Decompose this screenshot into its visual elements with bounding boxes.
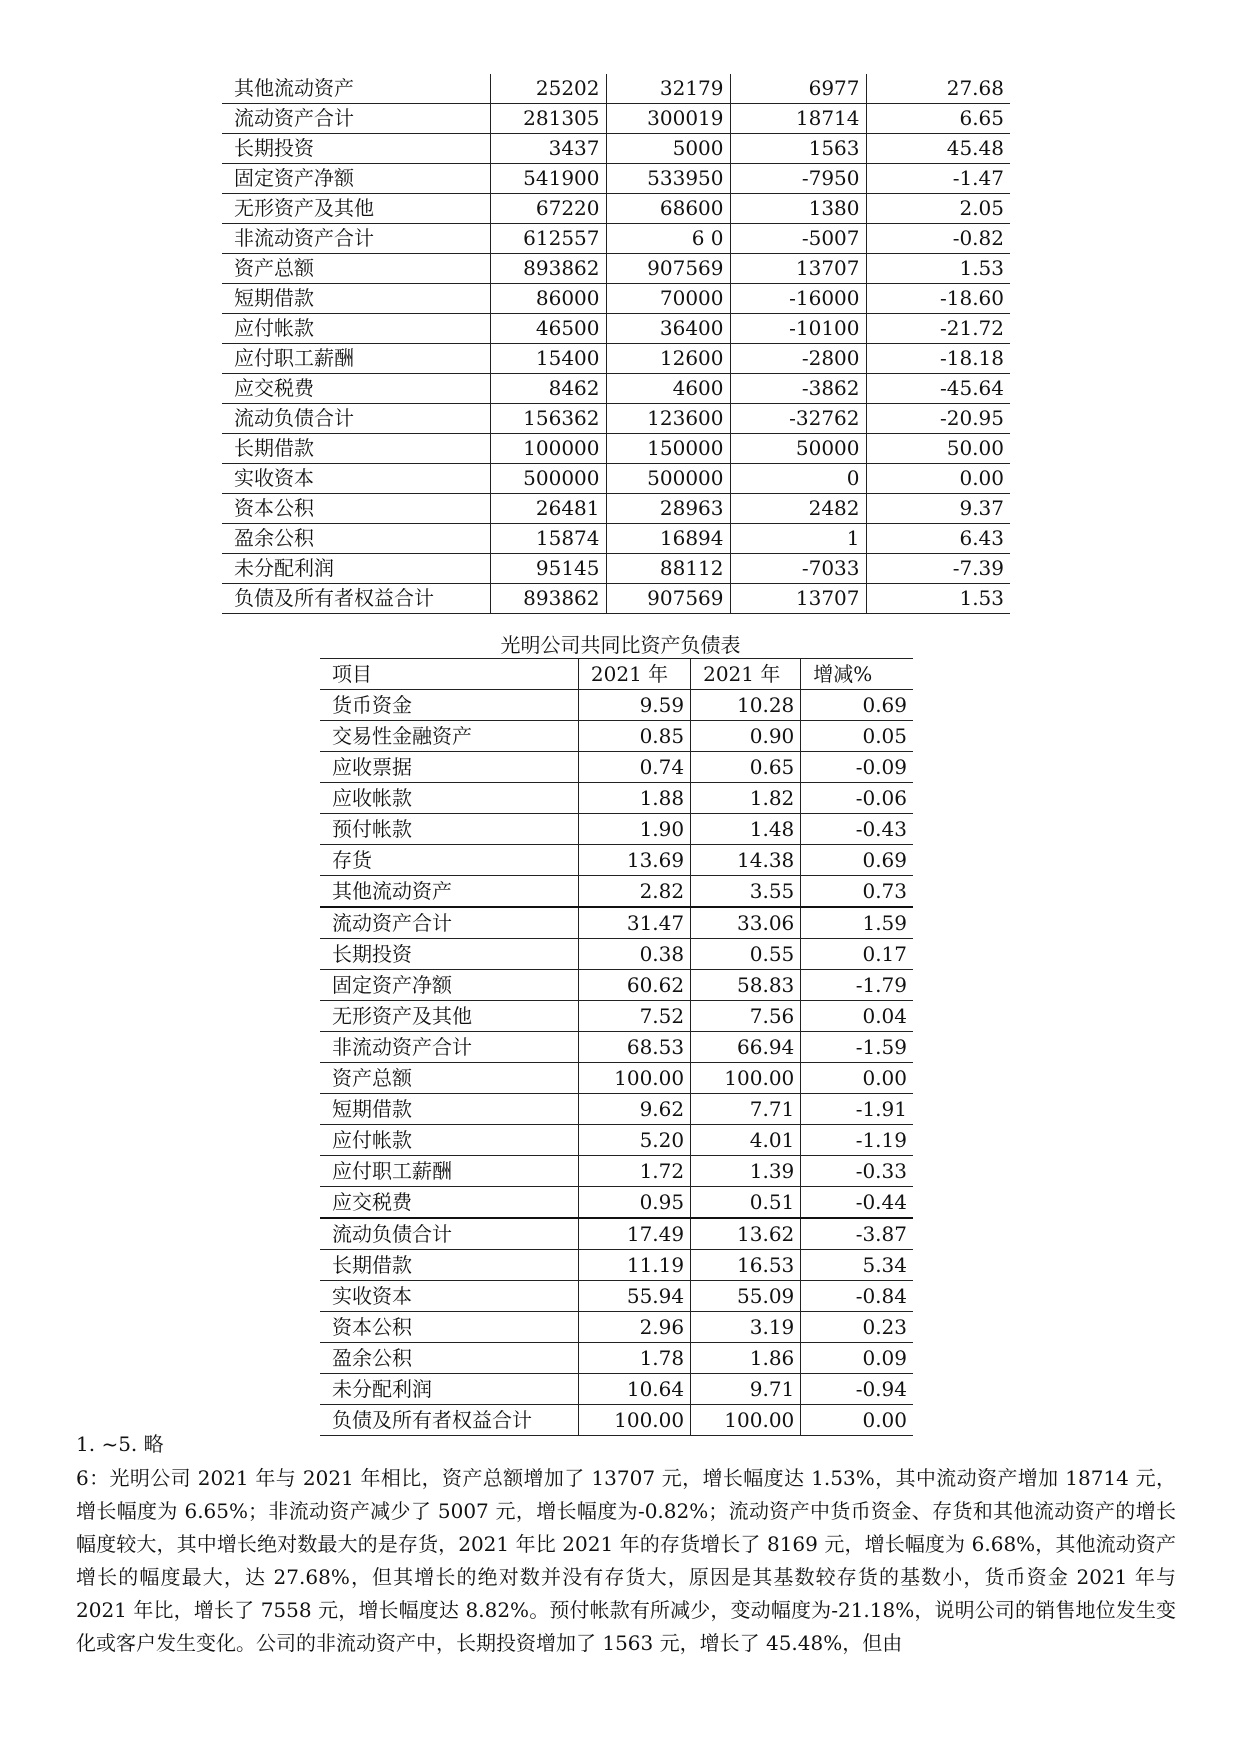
row-label: 应交税费 (320, 1187, 578, 1219)
table-row (320, 1094, 913, 1125)
cell-value: 0.65 (691, 752, 801, 783)
cell-value: 8462 (490, 374, 606, 404)
cell-value: 0.00 (801, 1063, 913, 1094)
cell-value: 0.38 (578, 939, 690, 970)
cell-value: 60.62 (578, 970, 690, 1001)
row-label: 资产总额 (320, 1063, 578, 1094)
cell-value: 67220 (490, 194, 606, 224)
cell-value: 9.37 (866, 494, 1010, 524)
table-row (320, 1312, 913, 1343)
table-row (320, 845, 913, 876)
table-row (222, 224, 1010, 254)
row-label: 固定资产净额 (222, 164, 490, 194)
cell-value: 5000 (606, 134, 730, 164)
cell-value: -7.39 (866, 554, 1010, 584)
row-label: 非流动资产合计 (320, 1032, 578, 1063)
cell-value: 1.39 (691, 1156, 801, 1187)
cell-value: 88112 (606, 554, 730, 584)
table-row (320, 1218, 913, 1250)
cell-value: 1.78 (578, 1343, 690, 1374)
cell-value: -20.95 (866, 404, 1010, 434)
comparative-balance-table (222, 74, 1010, 614)
cell-value: 7.52 (578, 1001, 690, 1032)
cell-value: 16894 (606, 524, 730, 554)
cell-value: -18.60 (866, 284, 1010, 314)
cell-value: -0.33 (801, 1156, 913, 1187)
cell-value: 1.72 (578, 1156, 690, 1187)
cell-value: 0.23 (801, 1312, 913, 1343)
cell-value: 16.53 (691, 1250, 801, 1281)
cell-value: 18714 (730, 104, 866, 134)
cell-value: -1.79 (801, 970, 913, 1001)
row-label: 长期借款 (320, 1250, 578, 1281)
table-row (222, 164, 1010, 194)
cell-value: -1.47 (866, 164, 1010, 194)
row-label: 长期投资 (222, 134, 490, 164)
cell-value: 6.65 (866, 104, 1010, 134)
cell-value: 15874 (490, 524, 606, 554)
cell-value: 1.53 (866, 254, 1010, 284)
row-label: 实收资本 (320, 1281, 578, 1312)
cell-value: 58.83 (691, 970, 801, 1001)
cell-value: 13707 (730, 584, 866, 614)
cell-value: 32179 (606, 74, 730, 104)
cell-value: 100000 (490, 434, 606, 464)
cell-value: 0.85 (578, 721, 690, 752)
analysis-paragraph: 6：光明公司 2021 年与 2021 年相比，资产总额增加了 13707 元，增长幅度达 1.53%，其中流动资产增加 18714 元，增长幅度为 6.65%；非流动资产减少了 5007 元，增长幅度为-0.82%；流动资产中货币资金、存货和其他流动资产的增长幅度较大，其中增长绝对数最大的是存货，2021 年比 2021 年的存货增长了 8169 元，增长幅度为 6.68%，其他流动资产增长的幅度最大，达 27.68%，但其增长的绝对数并没有存货大，原因是其基数较存货的基数小，货币资金 2021 年与 2021 年比，增长了 7558 元，增长幅度达 8.82%。预付帐款有所减少，变动幅度为-21.18%，说明公司的销售地位发生变化或客户发生变化。公司的非流动资产中，长期投资增加了 1563 元，增长了 45.48%，但由 (76, 1466, 1176, 1655)
cell-value: 28963 (606, 494, 730, 524)
table-row (320, 970, 913, 1001)
cell-value: -0.44 (801, 1187, 913, 1219)
cell-value: 33.06 (691, 907, 801, 939)
cell-value: 66.94 (691, 1032, 801, 1063)
row-label: 无形资产及其他 (320, 1001, 578, 1032)
table-row (320, 721, 913, 752)
cell-value: 0.74 (578, 752, 690, 783)
cell-value: 95145 (490, 554, 606, 584)
cell-value: 4600 (606, 374, 730, 404)
table-row (320, 939, 913, 970)
cell-value: 1.88 (578, 783, 690, 814)
cell-value: -7950 (730, 164, 866, 194)
cell-value: 12600 (606, 344, 730, 374)
cell-value: 300019 (606, 104, 730, 134)
table-row (222, 464, 1010, 494)
table-row (222, 434, 1010, 464)
row-label: 其他流动资产 (320, 876, 578, 908)
table-row (222, 284, 1010, 314)
cell-value: 50000 (730, 434, 866, 464)
cell-value: 13.69 (578, 845, 690, 876)
row-label: 应付帐款 (320, 1125, 578, 1156)
cell-value: 5.34 (801, 1250, 913, 1281)
cell-value: 281305 (490, 104, 606, 134)
common-size-table-title: 光明公司共同比资产负债表 (500, 633, 741, 657)
cell-value: 10.28 (691, 690, 801, 721)
table-row (222, 344, 1010, 374)
cell-value: 2.96 (578, 1312, 690, 1343)
cell-value: 14.38 (691, 845, 801, 876)
cell-value: 156362 (490, 404, 606, 434)
cell-value: 3437 (490, 134, 606, 164)
cell-value: 70000 (606, 284, 730, 314)
cell-value: 15400 (490, 344, 606, 374)
cell-value: 500000 (490, 464, 606, 494)
cell-value: 612557 (490, 224, 606, 254)
cell-value: 86000 (490, 284, 606, 314)
table-row (320, 814, 913, 845)
cell-value: -45.64 (866, 374, 1010, 404)
cell-value: 907569 (606, 254, 730, 284)
cell-value: 907569 (606, 584, 730, 614)
cell-value: 541900 (490, 164, 606, 194)
cell-value: -0.09 (801, 752, 913, 783)
row-label: 流动资产合计 (320, 907, 578, 939)
table-row (222, 134, 1010, 164)
table-row (320, 690, 913, 721)
row-label: 其他流动资产 (222, 74, 490, 104)
row-label: 应付职工薪酬 (222, 344, 490, 374)
cell-value: 2482 (730, 494, 866, 524)
cell-value: -2800 (730, 344, 866, 374)
table-row (222, 524, 1010, 554)
cell-value: 2.05 (866, 194, 1010, 224)
cell-value: 26481 (490, 494, 606, 524)
cell-value: 13.62 (691, 1218, 801, 1250)
cell-value: 100.00 (691, 1063, 801, 1094)
table-row (320, 1281, 913, 1312)
row-label: 货币资金 (320, 690, 578, 721)
cell-value: 68.53 (578, 1032, 690, 1063)
table-row (320, 876, 913, 908)
cell-value: -3.87 (801, 1218, 913, 1250)
row-label: 流动负债合计 (222, 404, 490, 434)
cell-value: -21.72 (866, 314, 1010, 344)
cell-value: 0.73 (801, 876, 913, 908)
cell-value: 6 0 (606, 224, 730, 254)
cell-value: 500000 (606, 464, 730, 494)
table-row (320, 907, 913, 939)
row-label: 资产总额 (222, 254, 490, 284)
table-row (222, 104, 1010, 134)
row-label: 盈余公积 (222, 524, 490, 554)
cell-value: 1.82 (691, 783, 801, 814)
cell-value: 0.55 (691, 939, 801, 970)
table-row (320, 752, 913, 783)
row-label: 固定资产净额 (320, 970, 578, 1001)
row-label: 负债及所有者权益合计 (222, 584, 490, 614)
cell-value: 31.47 (578, 907, 690, 939)
row-label: 应交税费 (222, 374, 490, 404)
row-label: 交易性金融资产 (320, 721, 578, 752)
cell-value: 1.59 (801, 907, 913, 939)
cell-value: 0.00 (801, 1405, 913, 1436)
table-row (320, 1032, 913, 1063)
row-label: 流动负债合计 (320, 1218, 578, 1250)
cell-value: 0.17 (801, 939, 913, 970)
cell-value: 50.00 (866, 434, 1010, 464)
cell-value: 0.95 (578, 1187, 690, 1219)
cell-value: 0 (730, 464, 866, 494)
cell-value: 3.19 (691, 1312, 801, 1343)
header-year-b: 2021 年 (691, 659, 801, 690)
cell-value: 0.00 (866, 464, 1010, 494)
cell-value: -7033 (730, 554, 866, 584)
row-label: 无形资产及其他 (222, 194, 490, 224)
cell-value: -32762 (730, 404, 866, 434)
row-label: 存货 (320, 845, 578, 876)
table-row (222, 404, 1010, 434)
table-row (222, 254, 1010, 284)
common-size-balance-table (320, 658, 913, 1436)
cell-value: 6.43 (866, 524, 1010, 554)
cell-value: 100.00 (578, 1063, 690, 1094)
cell-value: 10.64 (578, 1374, 690, 1405)
cell-value: -0.82 (866, 224, 1010, 254)
row-label: 应收帐款 (320, 783, 578, 814)
cell-value: 9.62 (578, 1094, 690, 1125)
table-row (320, 1063, 913, 1094)
header-change: 增减% (801, 659, 913, 690)
table-row (222, 554, 1010, 584)
cell-value: 0.51 (691, 1187, 801, 1219)
cell-value: 533950 (606, 164, 730, 194)
cell-value: -0.43 (801, 814, 913, 845)
table-row (320, 1125, 913, 1156)
table-row (222, 584, 1010, 614)
cell-value: 46500 (490, 314, 606, 344)
cell-value: 1380 (730, 194, 866, 224)
cell-value: 0.69 (801, 845, 913, 876)
cell-value: -5007 (730, 224, 866, 254)
cell-value: -0.94 (801, 1374, 913, 1405)
cell-value: 100.00 (578, 1405, 690, 1436)
cell-value: -16000 (730, 284, 866, 314)
table-row (320, 1187, 913, 1219)
row-label: 长期投资 (320, 939, 578, 970)
row-label: 资本公积 (320, 1312, 578, 1343)
cell-value: 1.53 (866, 584, 1010, 614)
cell-value: 0.09 (801, 1343, 913, 1374)
table-row (320, 1156, 913, 1187)
cell-value: 893862 (490, 584, 606, 614)
cell-value: 9.59 (578, 690, 690, 721)
cell-value: 9.71 (691, 1374, 801, 1405)
cell-value: 1.86 (691, 1343, 801, 1374)
note-line: 1. ~5. 略 (76, 1432, 164, 1456)
row-label: 实收资本 (222, 464, 490, 494)
cell-value: 0.05 (801, 721, 913, 752)
table-row (320, 783, 913, 814)
header-item: 项目 (320, 659, 578, 690)
cell-value: 36400 (606, 314, 730, 344)
table-header-row (320, 659, 913, 690)
row-label: 未分配利润 (320, 1374, 578, 1405)
row-label: 负债及所有者权益合计 (320, 1405, 578, 1436)
cell-value: 25202 (490, 74, 606, 104)
row-label: 非流动资产合计 (222, 224, 490, 254)
cell-value: 68600 (606, 194, 730, 224)
table-row (222, 194, 1010, 224)
row-label: 盈余公积 (320, 1343, 578, 1374)
cell-value: 55.94 (578, 1281, 690, 1312)
cell-value: -18.18 (866, 344, 1010, 374)
row-label: 资本公积 (222, 494, 490, 524)
cell-value: 3.55 (691, 876, 801, 908)
table-row (320, 1250, 913, 1281)
table-row (222, 494, 1010, 524)
table-row (320, 1001, 913, 1032)
cell-value: -1.59 (801, 1032, 913, 1063)
cell-value: -3862 (730, 374, 866, 404)
cell-value: 0.90 (691, 721, 801, 752)
cell-value: -0.06 (801, 783, 913, 814)
row-label: 应收票据 (320, 752, 578, 783)
cell-value: 4.01 (691, 1125, 801, 1156)
row-label: 预付帐款 (320, 814, 578, 845)
header-year-a: 2021 年 (578, 659, 690, 690)
cell-value: 0.69 (801, 690, 913, 721)
table-row (320, 1374, 913, 1405)
cell-value: -0.84 (801, 1281, 913, 1312)
cell-value: 123600 (606, 404, 730, 434)
cell-value: 150000 (606, 434, 730, 464)
row-label: 流动资产合计 (222, 104, 490, 134)
cell-value: 2.82 (578, 876, 690, 908)
cell-value: 100.00 (691, 1405, 801, 1436)
cell-value: 55.09 (691, 1281, 801, 1312)
cell-value: 1.90 (578, 814, 690, 845)
cell-value: 11.19 (578, 1250, 690, 1281)
cell-value: 13707 (730, 254, 866, 284)
cell-value: -1.91 (801, 1094, 913, 1125)
cell-value: 17.49 (578, 1218, 690, 1250)
row-label: 短期借款 (320, 1094, 578, 1125)
table-row (320, 1405, 913, 1436)
cell-value: 1 (730, 524, 866, 554)
row-label: 应付帐款 (222, 314, 490, 344)
table-row (320, 1343, 913, 1374)
cell-value: 0.04 (801, 1001, 913, 1032)
cell-value: 893862 (490, 254, 606, 284)
cell-value: 5.20 (578, 1125, 690, 1156)
cell-value: 7.56 (691, 1001, 801, 1032)
cell-value: 7.71 (691, 1094, 801, 1125)
cell-value: 45.48 (866, 134, 1010, 164)
cell-value: -10100 (730, 314, 866, 344)
row-label: 未分配利润 (222, 554, 490, 584)
table-row (222, 74, 1010, 104)
cell-value: -1.19 (801, 1125, 913, 1156)
row-label: 长期借款 (222, 434, 490, 464)
cell-value: 1563 (730, 134, 866, 164)
cell-value: 27.68 (866, 74, 1010, 104)
table-row (222, 374, 1010, 404)
row-label: 应付职工薪酬 (320, 1156, 578, 1187)
cell-value: 6977 (730, 74, 866, 104)
cell-value: 1.48 (691, 814, 801, 845)
row-label: 短期借款 (222, 284, 490, 314)
table-row (222, 314, 1010, 344)
